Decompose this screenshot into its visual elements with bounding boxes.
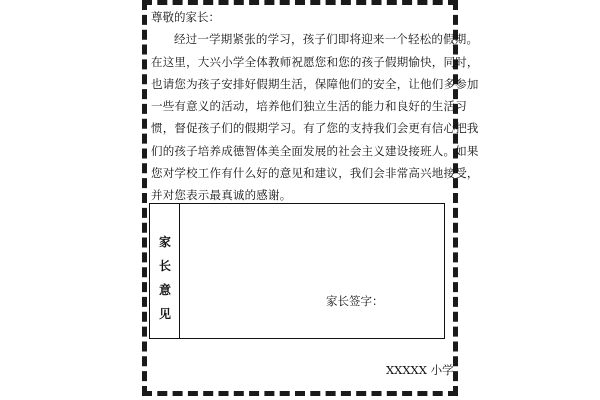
letter-line: 您对学校工作有什么好的意见和建议，我们会非常高兴地接受， <box>151 166 479 181</box>
letter-line: 一些有意义的活动，培养他们独立生活的能力和良好的生活习 <box>151 99 467 114</box>
letter-body <box>151 6 479 207</box>
parent-opinion-label: 家长意见 <box>158 235 171 321</box>
letter-line: 在这里，大兴小学全体教师祝愿您和您的孩子假期愉快，同时， <box>151 54 479 69</box>
parent-signature-label: 家长签字： <box>326 294 384 308</box>
parent-opinion-box[interactable] <box>149 203 445 339</box>
school-name: XXXXX 小学 <box>386 363 454 377</box>
letter-line: 并对您表示最真诚的感谢。 <box>151 188 292 203</box>
letter-line: 经过一学期紧张的学习，孩子们即将迎来一个轻松的假期。 <box>174 32 479 47</box>
opinion-label-cell <box>150 204 180 338</box>
letter-line: 惯，督促孩子们的假期学习。有了您的支持我们会更有信心把我 <box>151 121 479 136</box>
letter-line: 也请您为孩子安排好假期生活，保障他们的安全，让他们多参加 <box>151 76 479 91</box>
letter-line: 们的孩子培养成德智体美全面发展的社会主义建设接班人。如果 <box>151 143 479 158</box>
letter-greeting: 尊敬的家长： <box>151 10 220 24</box>
